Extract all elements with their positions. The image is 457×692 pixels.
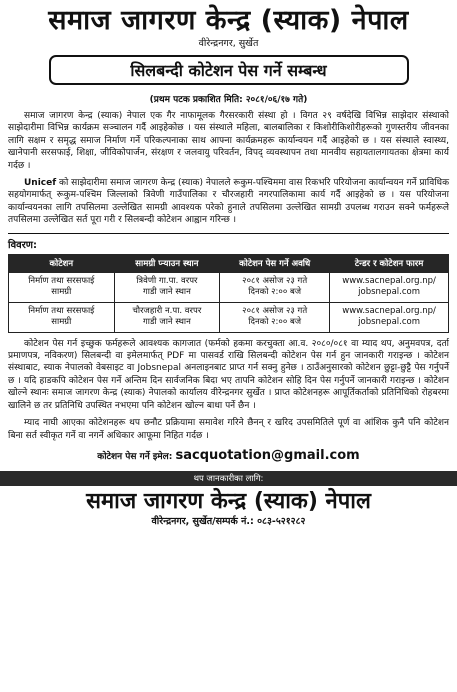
email-line bbox=[8, 448, 449, 463]
publish-date: (प्रथम पटक प्रकाशित मिति: २०८१/०६/१७ गते) bbox=[149, 95, 308, 105]
footer-bar bbox=[0, 471, 457, 486]
org-title: समाज जागरण केन्द्र (स्याक) नेपाल bbox=[48, 5, 409, 36]
cell-place: चौरजहारी न.पा. वरपर गाडी जाने स्थान bbox=[114, 302, 220, 332]
project-paragraph bbox=[8, 177, 449, 227]
intro-paragraph: समाज जागरण केन्द्र (स्याक) नेपाल एक गैर नाफामूलक गैरसरकारी संस्था हो । विगत २९ वर्षदेखि विभिन्न साझेदार संस्थाको साझेदारीमा विभिन्न कार्यक्रम सञ्चालन गर्दै आइहेकोछ । यस संस्थाले महिला, बालबालिका र किशोरीकिशोरीहरूको गुणस्तरीय जीवनका लागि सक्षम र समृद्ध समाज निर्माण गर्ने परिकल्पनाका साथ आफ्ना कार्यक्रमहरू कार्यान्वयन गर्दै आइहेको छ । यस संस्थाले स्वास्थ्य, खानेपानी सरसफाई, शिक्षा, जीविकोपार्जन, संरक्षण र जलवायु परिवर्तन, विपद् व्यवस्थापन तथा मानवीय सहायतालगायतका क्षेत्रमा कार्य गर्दछ । bbox=[8, 111, 449, 171]
email-address[interactable]: sacquotation@gmail.com bbox=[175, 447, 360, 463]
project-paragraph-text: को साझेदारीमा समाज जागरण केन्द्र (स्याक) नेपालले रूकुम-पश्चिममा वास रिकभरि परियोजना कार्यान्वयन गर्ने प्राविधिक सहयोगमार्फत् रूकुम-पश्चिम जिल्लाको त्रिवेणी गाउँपालिका र चौरजहारी नगरपालिकामा कार्य गर्दै आइहेको छ । यस परियोजना कार्यान्वयनका लागि तपसिलमा उल्लेखित सामग्री आवश्यक परेको हुनाले तपसिलमा उल्लेखित सामग्री उपलब्ध गराउन सक्ने फर्महरूले तपसिलमा उल्लेखित सर्त पूरा गरी र सिलबन्दी कोटेशन आह्वान गरिन्छ । bbox=[8, 178, 449, 226]
table-row bbox=[9, 272, 449, 302]
quotation-table bbox=[8, 254, 449, 333]
details-label: विवरण: bbox=[8, 239, 38, 251]
col-delivery-place: सामग्री प्ऱ्याउन स्थान bbox=[114, 254, 220, 272]
cell-period: २०८१ असोज २३ गते दिनको २:०० बजे bbox=[220, 272, 330, 302]
rights-paragraph: म्याद नाघी आएका कोटेशनहरू थप छनौट प्रक्रियामा समावेश गरिने छैनन् र खरिद उपसमितिले पूर्ण वा आंशिक कुनै पनि कोटेशन बिना सर्त स्वीकृत गर्ने वा नगर्ने अधिकार आफूमा निहित गर्दछ । bbox=[8, 418, 449, 441]
cell-place: त्रिवेणी गा.पा. वरपर गाडी जाने स्थान bbox=[114, 272, 220, 302]
footer-bar-text: थप जानकारीका लागि: bbox=[193, 473, 264, 484]
col-quotation: कोटेशन bbox=[9, 254, 115, 272]
footer-org-title: समाज जागरण केन्द्र (स्याक) नेपाल bbox=[86, 488, 371, 514]
cell-form-link[interactable]: www.sacnepal.org.np/ jobsnepal.com bbox=[330, 302, 449, 332]
col-form: टेन्डर र कोटेशन फारम bbox=[330, 254, 449, 272]
details-section bbox=[8, 233, 449, 333]
email-label: कोटेशन पेस गर्ने इमेल: bbox=[97, 451, 173, 462]
cell-item: निर्माण तथा सरसफाई सामग्री bbox=[9, 272, 115, 302]
footer-address: वीरेन्द्रनगर, सुर्खेत/सम्पर्क नं.: ०८३-५२१२८२ bbox=[151, 515, 306, 527]
col-submission-period: कोटेशन पेस गर्ने अवधि bbox=[220, 254, 330, 272]
org-address: वीरेन्द्रनगर, सुर्खेत bbox=[198, 38, 259, 49]
cell-period: २०८१ असोज २३ गते दिनको २:०० बजे bbox=[220, 302, 330, 332]
unicef-label: Unicef bbox=[24, 178, 57, 189]
cell-form-link[interactable]: www.sacnepal.org.np/ jobsnepal.com bbox=[330, 272, 449, 302]
subject-box bbox=[49, 55, 409, 85]
subject-text: सिलबन्दी कोटेशन पेस गर्ने सम्बन्ध bbox=[130, 61, 327, 80]
table-header-row bbox=[9, 254, 449, 272]
conditions-paragraph: कोटेशन पेस गर्न इच्छुक फर्महरूले आवश्यक कागजात (फर्मको हकमा करचुक्ता आ.व. २०८०/०८१ वा म्याद थप, अनुमवपत्र, दर्ता प्रमाणपत्र, नविकरण) सिलबन्दी वा इमेलमार्फत् PDF मा पासवर्ड राखि सिलबन्दी कोटेशन पेस गर्न हुन जानकारी गराइन्छ । कोटेशन संस्थाबाट, स्याक नेपालको वेबसाइट वा Jobsnepal अनलाइनबाट प्राप्त गर्न सक्नु हुनेछ । ठाउँअनुसारको कोटेशन छुट्टा-छुट्टै पेस गर्नुपर्ने छ । यदि हाडकपि कोटेशन पेस गर्ने अन्तिम दिन सार्वजनिक बिदा भए तापनि कोटेशन सोहि दिन पेस गर्नुपर्ने जानकारी गराइन्छ । कोटेशन खोल्ने स्थानः समाज जागरण केन्द्र (स्याक) नेपालको कार्यालय वीरेन्द्रनगर सुर्खेत । प्राप्त कोटेशनहरू आपूर्तिकर्ताको प्रतिनिधिको रोहबरमा खालिने छ तर प्रतिनिधि उपस्थित नभएमा पनि कोटेशन खोल्न बाधा पर्ने छैन । bbox=[8, 338, 449, 411]
cell-item: निर्माण तथा सरसफाई सामग्री bbox=[9, 302, 115, 332]
table-row bbox=[9, 302, 449, 332]
